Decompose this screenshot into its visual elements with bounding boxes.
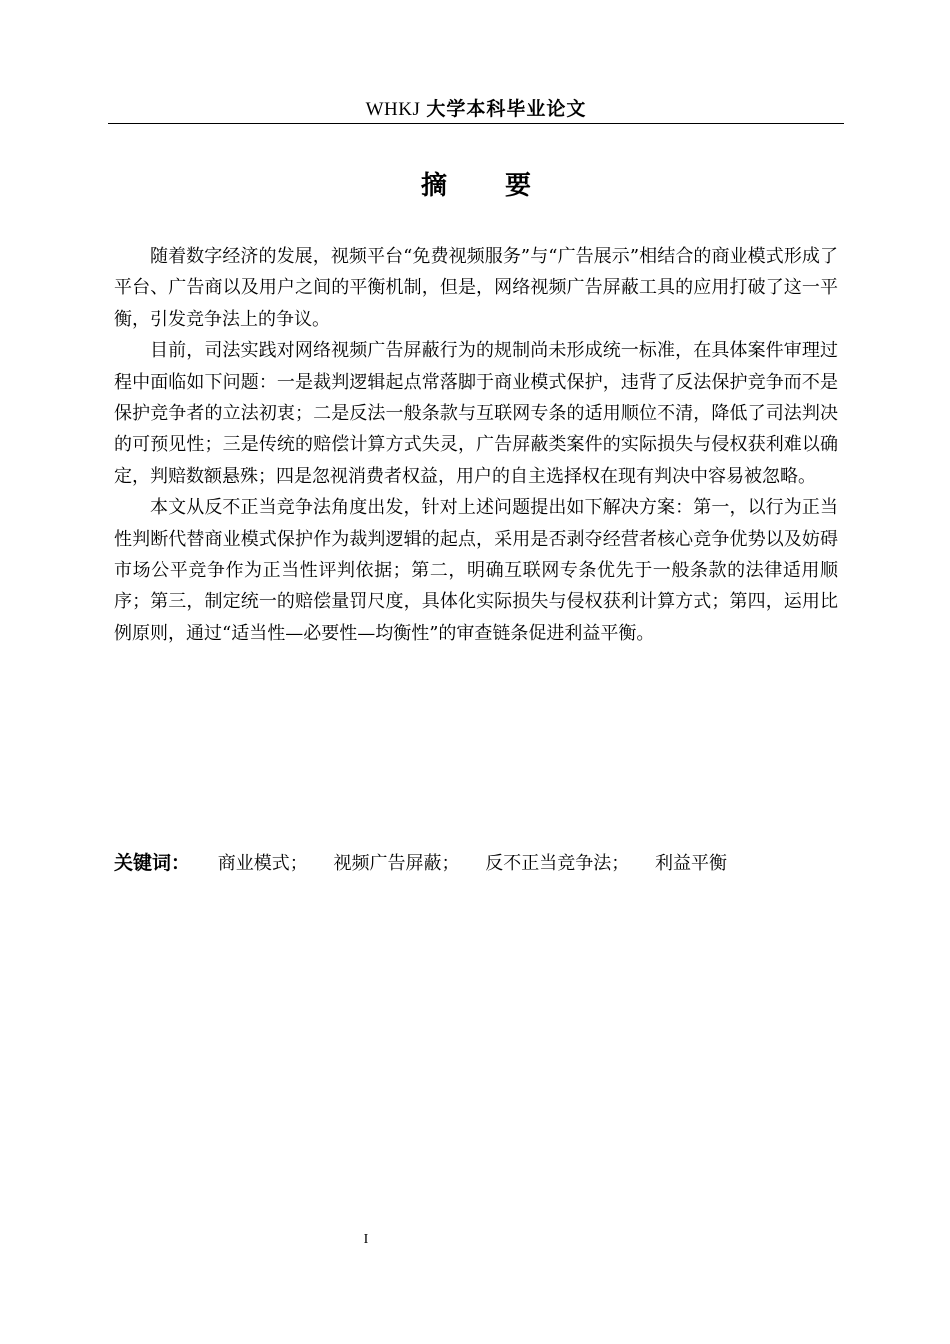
abstract-paragraph-2: 目前，司法实践对网络视频广告屏蔽行为的规制尚未形成统一标准，在具体案件审理过程中面临如下问题：一是裁判逻辑起点常落脚于商业模式保护，违背了反法保护竞争而不是保护竞争者的立法初衷；二是反法一般条款与互联网专条的适用顺位不清，降低了司法判决的可预见性；三是传统的赔偿计算方式失灵，广告屏蔽类案件的实际损失与侵权获利难以确定，判赔数额悬殊；四是忽视消费者权益，用户的自主选择权在现有判决中容易被忽略。 — [114, 340, 838, 487]
header-rule — [108, 123, 844, 124]
abstract-paragraph-1: 随着数字经济的发展，视频平台“免费视频服务”与“广告展示”相结合的商业模式形成了平台、广告商以及用户之间的平衡机制，但是，网络视频广告屏蔽工具的应用打破了这一平衡，引发竞争法上的争议。 — [114, 246, 838, 330]
keywords-label: 关键词： — [114, 852, 191, 874]
abstract-paragraph-3: 本文从反不正当竞争法角度出发，针对上述问题提出如下解决方案：第一，以行为正当性判断代替商业模式保护作为裁判逻辑的起点，采用是否剥夺经营者核心竞争优势以及妨碍市场公平竞争作为正当性评判依据；第二，明确互联网专条优先于一般条款的法律适用顺序；第三，制定统一的赔偿量罚尺度，具体化实际损失与侵权获利计算方式；第四，运用比例原则，通过“适当性—必要性—均衡性”的审查链条促进利益平衡。 — [114, 497, 838, 644]
running-header — [108, 96, 844, 122]
abstract-body — [114, 241, 838, 649]
keyword-item: 商业模式； — [217, 853, 308, 874]
keyword-item: 反不正当竞争法； — [485, 853, 630, 874]
keywords-line — [114, 848, 838, 879]
keyword-item: 利益平衡 — [654, 853, 727, 874]
header-thesis-type: 大学本科毕业论文 — [426, 98, 587, 120]
header-school-code: WHKJ — [365, 99, 421, 120]
keyword-item: 视频广告屏蔽； — [333, 853, 460, 874]
abstract-title: 摘要 — [420, 171, 589, 201]
page-number: I — [363, 1232, 369, 1247]
keywords-list — [218, 853, 747, 874]
